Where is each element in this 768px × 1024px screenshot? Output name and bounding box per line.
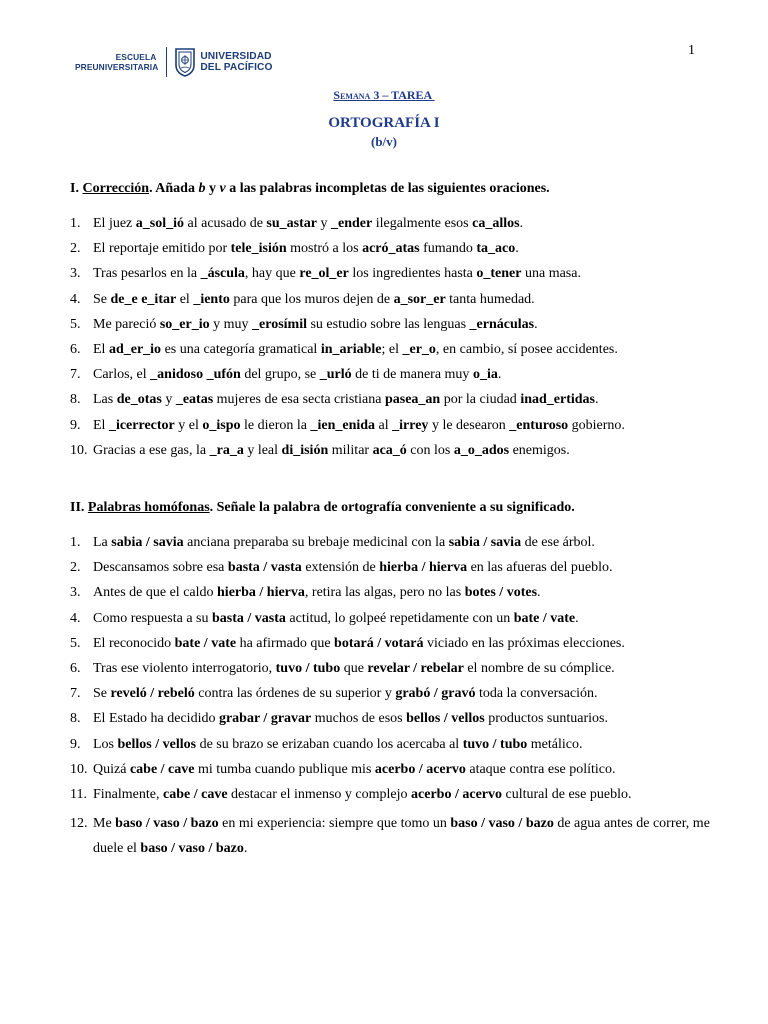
- exercise-text-fragment: viciado en las próximas elecciones.: [423, 635, 625, 651]
- exercise-text-fragment: mujeres de esa secta cristiana: [213, 392, 385, 408]
- exercise-text-fragment: en mi experiencia: siempre que tomo un: [218, 816, 451, 832]
- section-1-heading: [70, 181, 550, 197]
- exercise-target-word: bate / vate: [513, 610, 576, 626]
- logo-divider: [166, 47, 167, 77]
- exercise-item: [70, 584, 710, 609]
- exercise-text-fragment: El Estado ha decidido: [93, 711, 219, 727]
- exercise-text-fragment: del grupo, se: [240, 367, 320, 383]
- exercise-item: [70, 761, 710, 786]
- exercise-item: [70, 391, 710, 416]
- exercise-target-word: acró_atas: [362, 241, 420, 257]
- exercise-text: [93, 341, 710, 366]
- logo-universidad-line2: DEL PACÍFICO: [200, 62, 273, 73]
- exercise-text-fragment: Carlos, el: [93, 367, 151, 383]
- exercise-text-fragment: .: [537, 585, 541, 601]
- exercise-target-word: basta / vasta: [211, 610, 286, 626]
- exercise-number: 4.: [70, 610, 81, 626]
- section-1-letter-b: b: [198, 181, 206, 196]
- exercise-number: 1.: [70, 535, 81, 550]
- exercise-number: 8.: [70, 711, 81, 727]
- exercise-item: [70, 442, 710, 467]
- exercise-text-fragment: ; el: [381, 341, 403, 357]
- exercise-target-word: inad_ertidas: [520, 392, 595, 408]
- exercise-text-fragment: .: [534, 316, 538, 332]
- section-2-prefix: II.: [70, 500, 88, 515]
- exercise-target-word: baso / vaso / bazo: [450, 816, 554, 832]
- exercise-number: 6.: [70, 660, 81, 676]
- exercise-target-word: _ender: [330, 216, 373, 231]
- exercise-number: 6.: [70, 341, 81, 357]
- exercise-text-fragment: , en cambio, sí posee accidentes.: [435, 341, 618, 357]
- exercise-text-fragment: de ti de manera muy: [351, 367, 473, 383]
- exercise-text: [93, 417, 710, 442]
- exercise-text-fragment: ilegalmente esos: [372, 216, 473, 231]
- exercise-text-fragment: el nombre de su cómplice.: [463, 660, 615, 676]
- exercise-text-fragment: enemigos.: [509, 442, 570, 458]
- exercise-text-fragment: Me pareció: [93, 316, 160, 332]
- exercise-target-word: revelar / rebelar: [367, 660, 464, 676]
- exercise-target-word: re_ol_er: [299, 266, 349, 282]
- exercise-item: [70, 610, 710, 635]
- exercise-item: [70, 660, 710, 685]
- exercise-number: 5.: [70, 635, 81, 651]
- exercise-text-fragment: destacar el inmenso y complejo: [227, 786, 412, 802]
- exercise-text-fragment: de ese árbol.: [521, 535, 595, 550]
- exercise-text: [93, 811, 710, 861]
- section-1-title: Corrección: [82, 181, 150, 196]
- exercise-text-fragment: metálico.: [527, 736, 583, 752]
- exercise-item: [70, 710, 710, 735]
- exercise-target-word: grabó / gravó: [395, 686, 476, 702]
- exercise-target-word: su_astar: [266, 216, 317, 231]
- exercise-text-fragment: Se: [93, 291, 111, 307]
- exercise-target-word: basta / vasta: [227, 560, 302, 576]
- exercise-text-fragment: y leal: [243, 442, 282, 458]
- exercise-text: [93, 291, 710, 316]
- exercise-number: 4.: [70, 291, 81, 307]
- exercise-text-fragment: de su brazo se erizaban cuando los acercaba al: [196, 736, 463, 752]
- exercise-text: [93, 635, 710, 660]
- exercise-text-fragment: para que los muros dejen de: [229, 291, 394, 307]
- logo-escuela-line2: PREUNIVERSITARIA: [75, 62, 159, 72]
- exercise-item: [70, 366, 710, 391]
- exercise-text-fragment: .: [595, 392, 599, 408]
- exercise-text-fragment: le dieron la: [240, 417, 311, 433]
- exercise-text-fragment: Me: [93, 816, 116, 832]
- section-1-instruction-b: y: [205, 181, 220, 196]
- exercise-target-word: _icerrector: [108, 417, 175, 433]
- exercise-text-fragment: los ingredientes hasta: [348, 266, 477, 282]
- exercise-text: [93, 366, 710, 391]
- section-1-instruction-c: a las palabras incompletas de las siguientes oraciones.: [225, 181, 550, 196]
- exercise-text-fragment: al: [375, 417, 393, 433]
- exercise-number: 3.: [70, 266, 81, 282]
- exercise-target-word: tuvo / tubo: [462, 736, 528, 752]
- exercise-item: [70, 559, 710, 584]
- exercise-item: [70, 417, 710, 442]
- exercise-target-word: cabe / cave: [129, 761, 195, 777]
- exercise-text-fragment: , hay que: [244, 266, 300, 282]
- exercise-text: [93, 215, 710, 240]
- exercise-text-fragment: La: [93, 535, 112, 550]
- exercise-target-word: _irrey: [392, 417, 429, 433]
- exercise-target-word: ca_allos: [472, 216, 520, 231]
- exercise-text-fragment: Gracias a ese gas, la: [93, 442, 210, 458]
- exercise-target-word: de_e e_itar: [110, 291, 177, 307]
- exercise-item: [70, 240, 710, 265]
- exercise-item: [70, 635, 710, 660]
- exercise-text-fragment: El reconocido: [93, 635, 175, 651]
- exercise-text-fragment: cultural de ese pueblo.: [502, 786, 632, 802]
- exercise-text-fragment: mostró a los: [286, 241, 363, 257]
- exercise-text-fragment: Como respuesta a su: [93, 610, 212, 626]
- exercise-target-word: reveló / rebeló: [110, 686, 195, 702]
- exercise-text: [93, 584, 710, 609]
- exercise-target-word: acerbo / acervo: [374, 761, 466, 777]
- exercise-target-word: tuvo / tubo: [275, 660, 341, 676]
- exercise-text-fragment: El: [93, 341, 109, 357]
- exercise-text: [93, 240, 710, 265]
- exercise-target-word: o_ispo: [202, 417, 241, 433]
- exercise-target-word: o_ia: [472, 367, 498, 383]
- exercise-text-fragment: su estudio sobre las lenguas: [306, 316, 470, 332]
- exercise-target-word: baso / vaso / bazo: [140, 841, 244, 857]
- university-crest-icon: [174, 47, 196, 77]
- exercise-text: [93, 442, 710, 467]
- exercise-text-fragment: Finalmente,: [93, 786, 163, 802]
- exercise-target-word: _anidoso _ufón: [150, 367, 241, 383]
- exercise-target-word: _urló: [319, 367, 352, 383]
- exercise-number: 9.: [70, 417, 81, 433]
- exercise-target-word: in_ariable: [320, 341, 382, 357]
- exercise-target-word: bate / vate: [174, 635, 237, 651]
- exercise-text-fragment: Los: [93, 736, 118, 752]
- exercise-target-word: botará / votará: [334, 635, 424, 651]
- exercise-target-word: _eatas: [175, 392, 214, 408]
- exercise-text-fragment: militar: [328, 442, 373, 458]
- exercise-number: 7.: [70, 367, 81, 383]
- exercise-target-word: baso / vaso / bazo: [115, 816, 219, 832]
- exercise-target-word: acerbo / acervo: [411, 786, 502, 802]
- exercise-text-fragment: con los: [406, 442, 454, 458]
- section-1-exercise-list: [70, 215, 710, 467]
- exercise-target-word: a_sol_ió: [135, 216, 184, 231]
- exercise-item: [70, 265, 710, 290]
- exercise-text-fragment: actitud, lo golpeé repetidamente con un: [285, 610, 514, 626]
- exercise-item: [70, 534, 710, 559]
- exercise-target-word: sabia / savia: [111, 535, 184, 550]
- logo-universidad-text: [200, 51, 272, 73]
- page-number: 1: [688, 43, 695, 58]
- section-2-instruction: . Señale la palabra de ortografía conveniente a su significado.: [209, 500, 575, 515]
- exercise-number: 10.: [70, 761, 88, 777]
- exercise-text: [93, 316, 710, 341]
- exercise-target-word: _ien_enida: [310, 417, 376, 433]
- exercise-text: [93, 660, 710, 685]
- exercise-text-fragment: ataque contra ese político.: [465, 761, 616, 777]
- session-task-label: – TAREA: [379, 88, 435, 102]
- section-2-heading: [70, 500, 575, 516]
- exercise-text-fragment: .: [497, 367, 502, 383]
- exercise-text-fragment: Se: [93, 686, 111, 702]
- exercise-number: 9.: [70, 736, 81, 752]
- exercise-item: [70, 685, 710, 710]
- exercise-target-word: _iento: [193, 291, 230, 307]
- exercise-target-word: _enturoso: [509, 417, 569, 433]
- exercise-text-fragment: muchos de esos: [311, 711, 407, 727]
- exercise-target-word: di_isión: [281, 442, 329, 458]
- exercise-number: 2.: [70, 560, 81, 576]
- exercise-target-word: cabe / cave: [163, 786, 228, 802]
- exercise-text-fragment: extensión de: [301, 560, 380, 576]
- exercise-text-fragment: gobierno.: [568, 417, 625, 433]
- exercise-text-fragment: en las afueras del pueblo.: [467, 560, 613, 576]
- exercise-text-fragment: contra las órdenes de su superior y: [194, 686, 396, 702]
- exercise-number: 1.: [70, 216, 81, 231]
- exercise-text: [93, 391, 710, 416]
- exercise-target-word: _erosímil: [252, 316, 307, 332]
- exercise-text-fragment: y le desearon: [428, 417, 510, 433]
- exercise-target-word: bellos / vellos: [406, 711, 485, 727]
- exercise-text-fragment: .: [575, 610, 579, 626]
- exercise-number: 2.: [70, 241, 81, 257]
- exercise-text-fragment: de agua antes de correr, me duele el: [93, 816, 710, 857]
- exercise-text-fragment: ha afirmado que: [236, 635, 335, 651]
- exercise-number: 5.: [70, 316, 81, 332]
- exercise-target-word: a_o_ados: [453, 442, 510, 458]
- exercise-text-fragment: El juez: [93, 216, 136, 231]
- exercise-number: 12.: [70, 816, 88, 832]
- exercise-text: [93, 559, 710, 584]
- exercise-item: [70, 341, 710, 366]
- exercise-text-fragment: y: [316, 216, 331, 231]
- exercise-text: [93, 736, 710, 761]
- document-title: ORTOGRAFÍA I: [328, 115, 440, 131]
- exercise-text-fragment: productos suntuarios.: [484, 711, 608, 727]
- exercise-target-word: grabar / gravar: [218, 711, 312, 727]
- exercise-text-fragment: y: [161, 392, 176, 408]
- exercise-text-fragment: Las: [93, 392, 117, 408]
- section-1-prefix: I.: [70, 181, 83, 196]
- exercise-target-word: _er_o: [402, 341, 436, 357]
- exercise-text: [93, 786, 710, 811]
- exercise-text-fragment: al acusado de: [184, 216, 267, 231]
- document-subtitle: (b/v): [371, 134, 397, 149]
- exercise-text-fragment: Antes de que el caldo: [93, 585, 218, 601]
- exercise-text-fragment: y muy: [209, 316, 253, 332]
- section-1-letter-v: v: [219, 181, 226, 196]
- exercise-text-fragment: por la ciudad: [440, 392, 521, 408]
- logo-escuela-line1: ESCUELA: [115, 52, 157, 62]
- exercise-target-word: ad_er_io: [108, 341, 162, 357]
- exercise-target-word: o_tener: [476, 266, 522, 282]
- exercise-number: 3.: [70, 585, 81, 601]
- exercise-number: 8.: [70, 392, 81, 408]
- exercise-item: [70, 811, 710, 861]
- exercise-text-fragment: Descansamos sobre esa: [93, 560, 228, 576]
- exercise-target-word: bellos / vellos: [117, 736, 197, 752]
- exercise-text-fragment: , retira las algas, pero no las: [304, 585, 465, 601]
- exercise-text: [93, 761, 710, 786]
- exercise-text-fragment: Tras pesarlos en la: [93, 266, 201, 282]
- logo-universidad-line1: UNIVERSIDAD: [200, 51, 272, 62]
- exercise-target-word: hierba / hierva: [217, 585, 305, 601]
- exercise-target-word: sabia / savia: [448, 535, 522, 550]
- exercise-text: [93, 265, 710, 290]
- exercise-text-fragment: que: [340, 660, 368, 676]
- exercise-item: [70, 215, 710, 240]
- exercise-text-fragment: toda la conversación.: [475, 686, 598, 702]
- exercise-number: 7.: [70, 686, 81, 702]
- exercise-target-word: tele_isión: [230, 241, 287, 257]
- exercise-item: [70, 736, 710, 761]
- exercise-text-fragment: El reportaje emitido por: [93, 241, 231, 257]
- exercise-target-word: _áscula: [200, 266, 245, 282]
- logo-escuela-text: [75, 52, 158, 72]
- exercise-text-fragment: anciana preparaba su brebaje medicinal con la: [183, 535, 449, 550]
- exercise-number: 10.: [70, 442, 88, 458]
- exercise-target-word: _ra_a: [209, 442, 244, 458]
- exercise-text-fragment: y el: [174, 417, 203, 433]
- section-1-instruction-a: . Añada: [149, 181, 199, 196]
- exercise-target-word: pasea_an: [384, 392, 441, 408]
- session-label: [0, 88, 768, 103]
- exercise-target-word: aca_ó: [372, 442, 407, 458]
- exercise-text-fragment: .: [519, 216, 524, 231]
- exercise-item: [70, 786, 710, 811]
- exercise-target-word: so_er_io: [159, 316, 210, 332]
- exercise-target-word: ta_aco: [476, 241, 516, 257]
- exercise-text: [93, 710, 710, 735]
- exercise-text-fragment: El: [93, 417, 109, 433]
- exercise-text-fragment: Tras ese violento interrogatorio,: [93, 660, 276, 676]
- exercise-text-fragment: tanta humedad.: [445, 291, 535, 307]
- exercise-target-word: a_sor_er: [393, 291, 446, 307]
- exercise-text-fragment: una masa.: [521, 266, 581, 282]
- exercise-text: [93, 610, 710, 635]
- exercise-text: [93, 534, 710, 559]
- exercise-target-word: hierba / hierva: [379, 560, 468, 576]
- exercise-target-word: de_otas: [116, 392, 162, 408]
- session-number: Semana 3: [333, 88, 380, 102]
- exercise-text-fragment: fumando: [419, 241, 477, 257]
- exercise-item: [70, 291, 710, 316]
- exercise-item: [70, 316, 710, 341]
- exercise-text-fragment: es una categoría gramatical: [161, 341, 321, 357]
- exercise-text-fragment: .: [515, 241, 519, 257]
- exercise-target-word: botes / votes: [464, 585, 538, 601]
- exercise-text-fragment: .: [243, 841, 248, 857]
- exercise-text-fragment: el: [176, 291, 194, 307]
- exercise-target-word: _ernáculas: [469, 316, 535, 332]
- section-2-exercise-list: [70, 534, 710, 861]
- exercise-text-fragment: Quizá: [93, 761, 130, 777]
- university-logo: [75, 47, 272, 77]
- exercise-text-fragment: mi tumba cuando publique mis: [194, 761, 375, 777]
- section-2-title: Palabras homófonas: [87, 500, 210, 515]
- exercise-number: 11.: [70, 786, 87, 802]
- exercise-text: [93, 685, 710, 710]
